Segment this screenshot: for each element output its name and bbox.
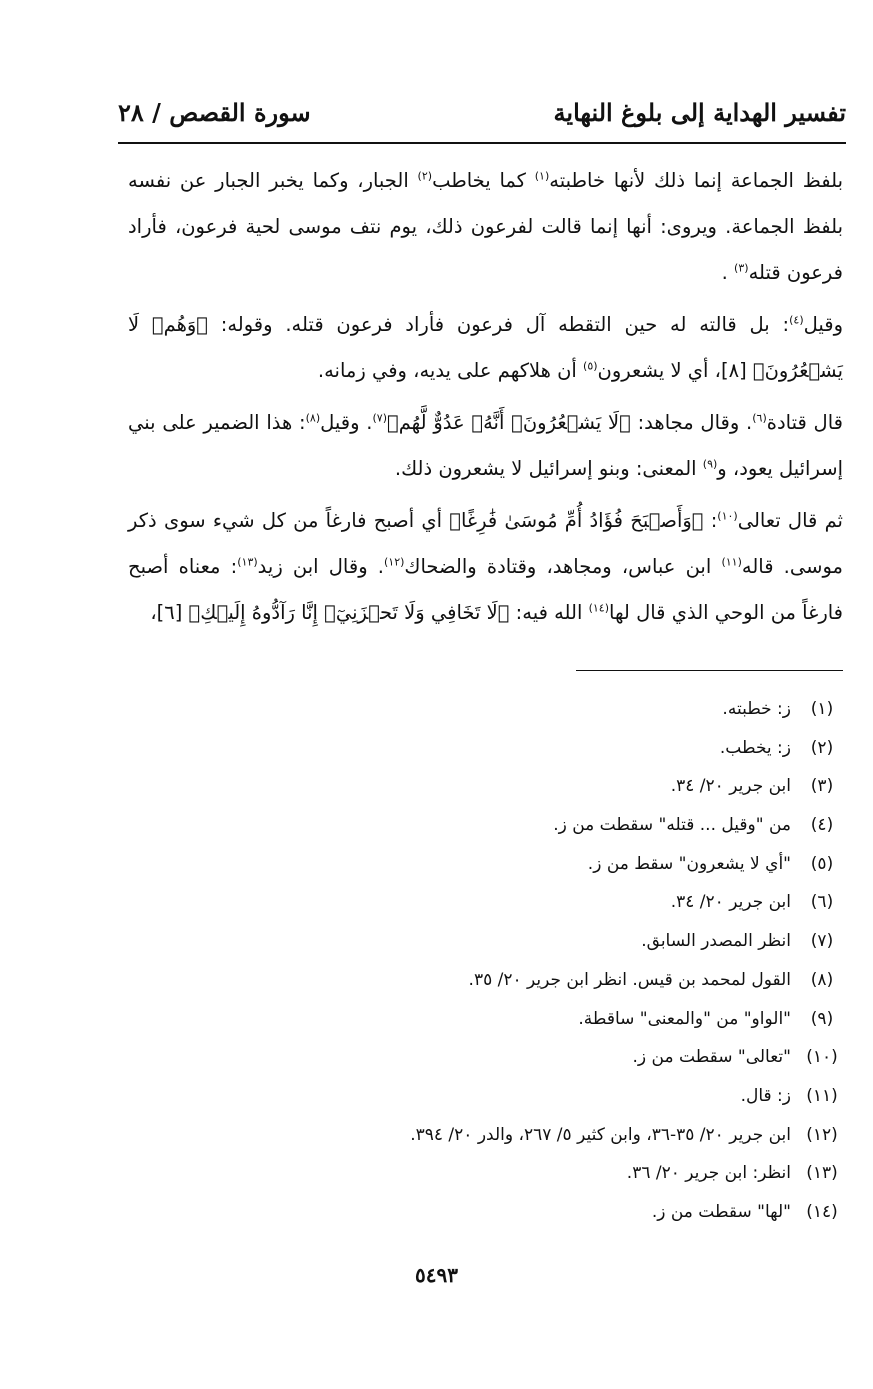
text-segment: : هذا الضمير على بني إسرائيل يعود، و [128,411,843,480]
footnote-number: (٥) [810,853,834,874]
text-segment: : بل قالته له حين التقطه آل فرعون فأراد فرعون قتله. وقوله: ﴿وَهُمۡ لَا يَشۡعُرُونَ﴾ [٨]، أي لا يشعرون [128,313,843,382]
footnote-item [200,1077,843,1116]
text-segment: بلفظ الجماعة إنما ذلك لأنها خاطبته [549,169,843,192]
footnote-text: ابن جرير ٢٠/ ٣٤. [670,892,791,913]
main-text [128,158,843,636]
footnote-number: (٣) [810,776,834,797]
text-segment: . [721,261,735,284]
paragraph [128,158,843,296]
text-segment: : ﴿وَأَصۡبَحَ فُؤَادُ أُمِّ مُوسَىٰ فَٰرِغًا﴾ أي أصبح فارغاً من كل شيء سوى ذكر موسى. قاله [128,509,843,578]
running-header [118,96,846,144]
page-number: ٥٤٩٣ [415,1263,458,1287]
paragraph [128,302,843,394]
footnote-item [200,1000,843,1039]
text-segment: الجبار، وكما يخبر الجبار عن نفسه بلفظ الجماعة. ويروى: أنها إنما قالت لفرعون ذلك، يوم نتف موسى لحية فرعون، فأراد فرعون قتله [128,169,843,284]
footnote-number: (٨) [810,969,834,990]
text-segment: أن هلاكهم على يديه، وفي زمانه. [317,359,584,382]
footnote-text: "لها" سقطت من ز. [651,1201,791,1222]
footnote-marker: (٣) [734,261,749,275]
footnote-number: (٧) [810,931,834,952]
footnote-text: من "وقيل ... قتله" سقطت من ز. [553,815,791,836]
footnote-separator [576,670,843,671]
text-segment: ابن عباس، ومجاهد، وقتادة والضحاك [404,555,722,578]
footnote-number: (١) [810,699,834,719]
footnote-text: ابن جرير ٢٠/ ٣٥-٣٦، وابن كثير ٥/ ٢٦٧، والدر ٢٠/ ٣٩٤. [410,1124,791,1145]
footnote-marker: (٦) [752,411,767,425]
text-segment: المعنى: وبنو إسرائيل لا يشعرون ذلك. [394,457,703,480]
footnote-text: "تعالى" سقطت من ز. [632,1047,791,1068]
footnote-number: (١٢) [806,1124,838,1145]
text-segment: . وقال مجاهد: ﴿لَا يَشۡعُرُونَ﴾ أَنَّهُۥ عَدُوٌّ لَّهُمۡ [387,411,753,434]
surah-reference: سورة القصص / ٢٨ [118,98,311,127]
footnote-marker: (٧) [372,411,387,425]
text-segment: كما يخاطب [432,169,535,192]
text-segment: قال قتادة [766,411,843,434]
footnote-marker: (١٣) [237,555,258,569]
footnote-text: "أي لا يشعرون" سقط من ز. [587,853,791,874]
footnote-text: انظر: ابن جرير ٢٠/ ٣٦. [626,1163,791,1184]
footnote-marker: (٨) [305,411,321,425]
paragraph [128,498,843,636]
footnote-item [200,883,843,922]
footnote-item [200,1038,843,1077]
footnote-marker: (١٢) [383,555,405,569]
footnote-number: (٢) [810,737,834,758]
footnote-marker: (١٤) [588,601,609,615]
footnote-item [200,729,843,768]
footnote-text: ابن جرير ٢٠/ ٣٤. [670,776,791,797]
text-segment: الله فيه: ﴿لَا تَخَافِي وَلَا تَحۡزَنِيٓۖ إِنَّا رَآدُّوهُ إِلَيۡكِ﴾ [٦]، [150,601,589,624]
footnote-number: (١٤) [806,1201,838,1222]
text-segment: : معناه أصبح فارغاً من الوحي الذي قال لها [128,555,843,624]
footnote-text: ز: خطبته. [722,699,791,719]
text-segment: . وقيل [320,411,373,434]
footnote-item [200,690,843,729]
footnote-number: (١٣) [806,1163,838,1184]
footnote-item [200,961,843,1000]
footnotes-list [200,690,843,1232]
footnote-marker: (١١) [721,555,742,569]
footnote-number: (١٠) [806,1047,838,1068]
text-segment: ثم قال تعالى [737,509,843,532]
footnote-item [200,1154,843,1193]
paragraph [128,400,843,492]
footnote-marker: (٩) [702,457,718,471]
footnote-item [200,845,843,884]
footnote-item [200,1116,843,1155]
footnote-marker: (١٠) [717,509,738,523]
footnote-marker: (١) [534,169,550,183]
footnote-text: "الواو" من "والمعنى" ساقطة. [578,1008,791,1029]
text-segment: . وقال ابن زيد [257,555,384,578]
footnote-text: ز: قال. [740,1085,791,1106]
footnote-marker: (٥) [583,359,598,373]
book-title: تفسير الهداية إلى بلوغ النهاية [553,98,846,127]
footnote-item [200,1193,843,1232]
footnote-marker: (٢) [417,169,433,183]
footnote-item [200,767,843,806]
footnote-text: انظر المصدر السابق. [641,931,791,952]
footnote-text: ز: يخطب. [719,737,791,758]
footnote-number: (٤) [810,815,834,836]
footnote-number: (١١) [806,1085,838,1106]
text-segment: وقيل [803,313,843,336]
footnote-number: (٦) [810,892,834,913]
footnote-number: (٩) [810,1008,834,1029]
footnote-item [200,922,843,961]
footnote-text: القول لمحمد بن قيس. انظر ابن جرير ٢٠/ ٣٥. [468,969,791,990]
footnote-marker: (٤) [789,313,804,327]
footnote-item [200,806,843,845]
